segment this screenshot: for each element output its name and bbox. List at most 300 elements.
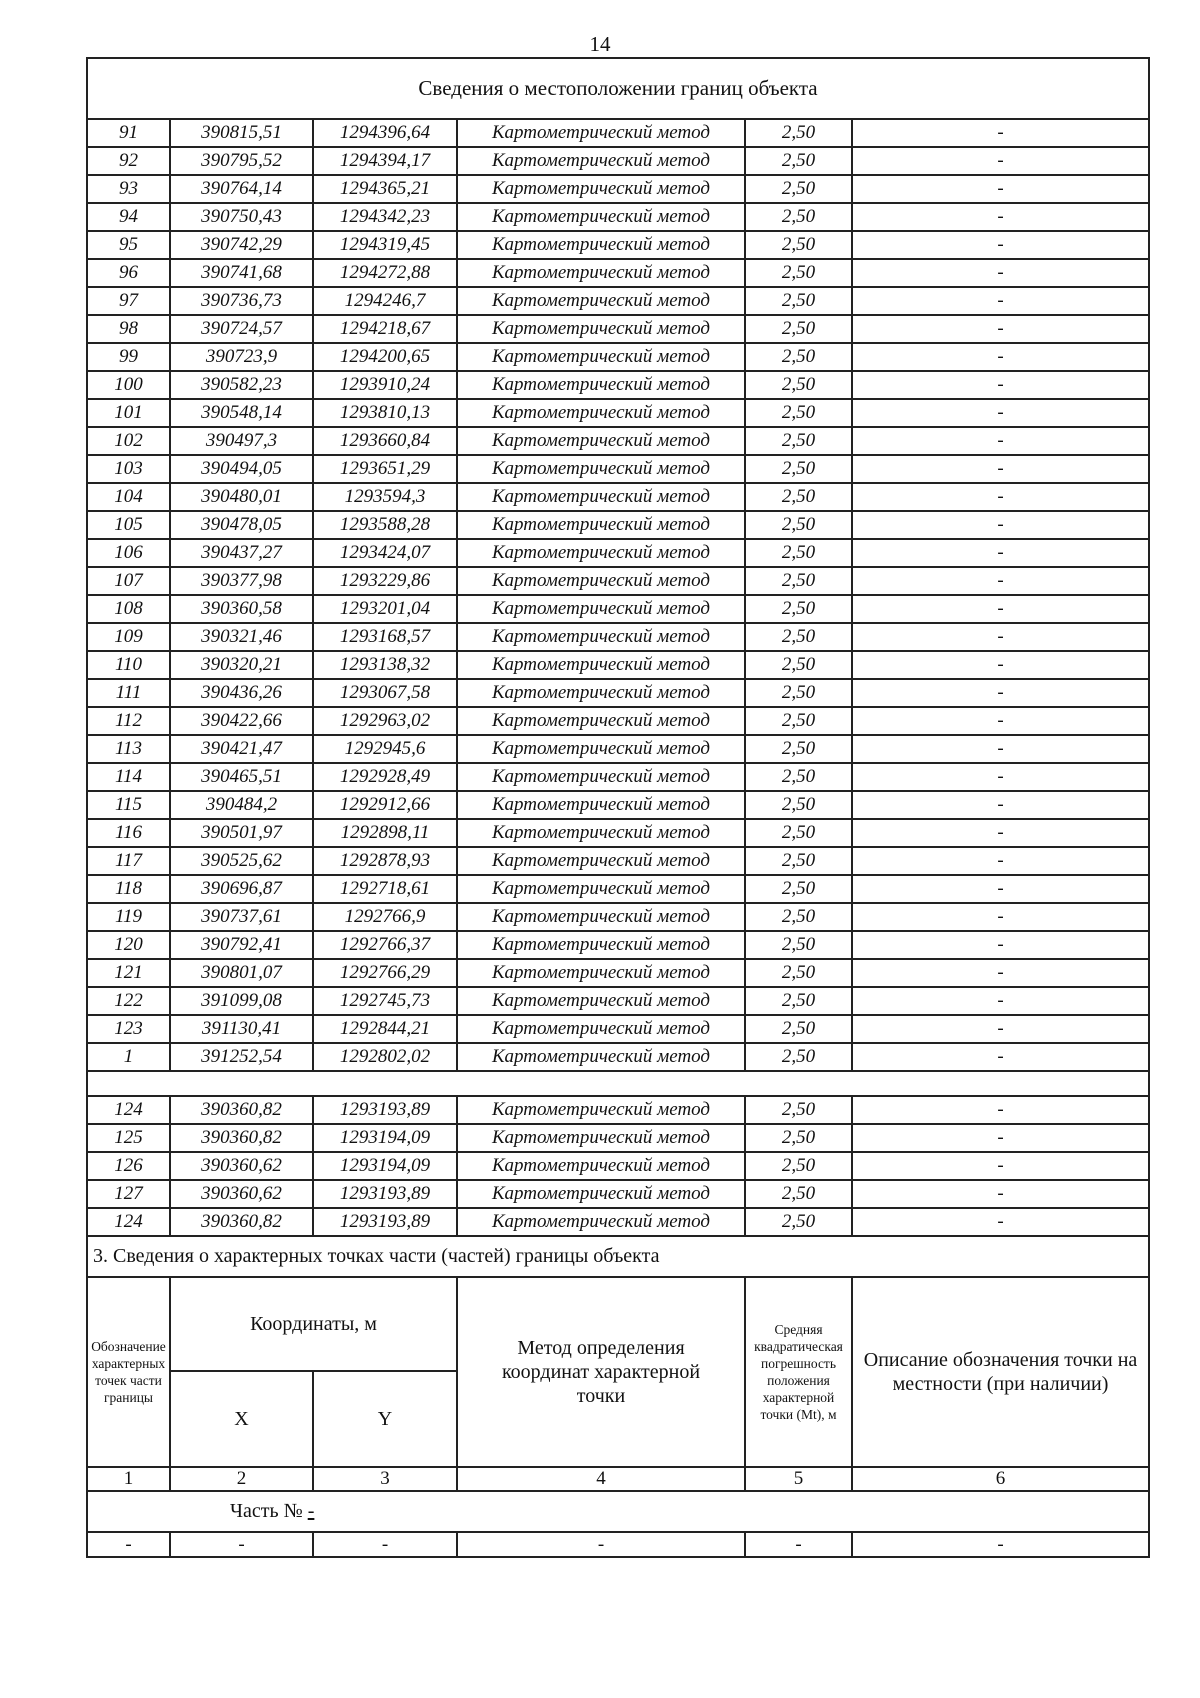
x-coordinate-cell: 390792,41 <box>170 931 313 959</box>
method-cell: Картометрический метод <box>457 343 745 371</box>
description-cell: - <box>852 315 1149 343</box>
method-cell: Картометрический метод <box>457 175 745 203</box>
y-coordinate-cell: 1292718,61 <box>313 875 457 903</box>
description-cell: - <box>852 763 1149 791</box>
y-coordinate-cell: 1293910,24 <box>313 371 457 399</box>
y-coordinate-cell: 1292928,49 <box>313 763 457 791</box>
y-coordinate-cell: 1293229,86 <box>313 567 457 595</box>
error-cell: 2,50 <box>745 931 852 959</box>
description-cell: - <box>852 1180 1149 1208</box>
x-coordinate-cell: 390360,82 <box>170 1096 313 1124</box>
point-number-cell: 127 <box>87 1180 170 1208</box>
x-coordinate-cell: 390494,05 <box>170 455 313 483</box>
x-coordinate-cell: 390360,62 <box>170 1180 313 1208</box>
y-coordinate-cell: 1294272,88 <box>313 259 457 287</box>
x-coordinate-cell: 390360,82 <box>170 1124 313 1152</box>
error-cell: 2,50 <box>745 1152 852 1180</box>
x-coordinate-cell: 390750,43 <box>170 203 313 231</box>
point-number-cell: 123 <box>87 1015 170 1043</box>
point-number-cell: 113 <box>87 735 170 763</box>
table-row <box>87 483 1149 511</box>
page-number: 14 <box>589 32 611 56</box>
method-cell: Картометрический метод <box>457 455 745 483</box>
description-cell: - <box>852 147 1149 175</box>
error-cell: 2,50 <box>745 175 852 203</box>
x-coordinate-cell: 390525,62 <box>170 847 313 875</box>
table-row <box>87 791 1149 819</box>
description-cell: - <box>852 651 1149 679</box>
x-coordinate-cell: 390497,3 <box>170 427 313 455</box>
description-cell: - <box>852 1124 1149 1152</box>
description-cell: - <box>852 819 1149 847</box>
method-cell: Картометрический метод <box>457 623 745 651</box>
error-cell: 2,50 <box>745 427 852 455</box>
method-cell: Картометрический метод <box>457 595 745 623</box>
description-cell: - <box>852 1208 1149 1236</box>
description-cell: - <box>852 959 1149 987</box>
table-row <box>87 567 1149 595</box>
table-row <box>87 427 1149 455</box>
column-number: 3 <box>313 1467 457 1491</box>
method-cell: Картометрический метод <box>457 903 745 931</box>
x-coordinate-cell: 390801,07 <box>170 959 313 987</box>
error-cell: 2,50 <box>745 231 852 259</box>
description-cell: - <box>852 679 1149 707</box>
method-cell: Картометрический метод <box>457 539 745 567</box>
description-cell: - <box>852 903 1149 931</box>
y-coordinate-cell: 1294319,45 <box>313 231 457 259</box>
y-coordinate-cell: 1294218,67 <box>313 315 457 343</box>
table-row <box>87 875 1149 903</box>
description-cell: - <box>852 287 1149 315</box>
y-coordinate-cell: 1294365,21 <box>313 175 457 203</box>
point-number-cell: - <box>87 1532 170 1557</box>
point-number-cell: 105 <box>87 511 170 539</box>
x-coordinate-cell: 390437,27 <box>170 539 313 567</box>
table-row <box>87 399 1149 427</box>
x-coordinate-cell: 390742,29 <box>170 231 313 259</box>
y-coordinate-cell: 1293168,57 <box>313 623 457 651</box>
header-point-designation: Обозначение характерных точек части границы <box>87 1277 170 1467</box>
point-number-cell: 92 <box>87 147 170 175</box>
description-cell: - <box>852 735 1149 763</box>
column-number: 6 <box>852 1467 1149 1491</box>
header-x: X <box>170 1371 313 1467</box>
x-coordinate-cell: 390741,68 <box>170 259 313 287</box>
point-number-cell: 99 <box>87 343 170 371</box>
description-cell: - <box>852 875 1149 903</box>
empty-separator-row <box>87 1071 1149 1096</box>
x-coordinate-cell: 390582,23 <box>170 371 313 399</box>
y-coordinate-cell: 1292878,93 <box>313 847 457 875</box>
error-cell: 2,50 <box>745 1043 852 1071</box>
error-cell: 2,50 <box>745 287 852 315</box>
y-coordinate-cell: 1293594,3 <box>313 483 457 511</box>
table-row <box>87 987 1149 1015</box>
y-coordinate-cell: 1292766,37 <box>313 931 457 959</box>
point-number-cell: 116 <box>87 819 170 847</box>
method-cell: Картометрический метод <box>457 427 745 455</box>
y-coordinate-cell: 1293138,32 <box>313 651 457 679</box>
error-cell: 2,50 <box>745 1208 852 1236</box>
method-cell: Картометрический метод <box>457 763 745 791</box>
column-number: 2 <box>170 1467 313 1491</box>
method-cell: Картометрический метод <box>457 1208 745 1236</box>
y-coordinate-cell: 1293651,29 <box>313 455 457 483</box>
point-number-cell: 97 <box>87 287 170 315</box>
error-cell: 2,50 <box>745 259 852 287</box>
error-cell: 2,50 <box>745 903 852 931</box>
error-cell: 2,50 <box>745 455 852 483</box>
point-number-cell: 101 <box>87 399 170 427</box>
error-cell: 2,50 <box>745 819 852 847</box>
point-number-cell: 100 <box>87 371 170 399</box>
point-number-cell: 115 <box>87 791 170 819</box>
y-coordinate-cell: 1292844,21 <box>313 1015 457 1043</box>
table-row <box>87 539 1149 567</box>
y-coordinate-cell: 1293201,04 <box>313 595 457 623</box>
method-cell: - <box>457 1532 745 1557</box>
error-cell: 2,50 <box>745 1124 852 1152</box>
description-cell: - <box>852 1152 1149 1180</box>
description-cell: - <box>852 399 1149 427</box>
y-coordinate-cell: 1293810,13 <box>313 399 457 427</box>
error-cell: 2,50 <box>745 763 852 791</box>
table-row <box>87 1096 1149 1124</box>
table-row <box>87 1532 1149 1557</box>
y-coordinate-cell: 1293194,09 <box>313 1124 457 1152</box>
part-label: Часть № <box>230 1500 303 1522</box>
table-row <box>87 847 1149 875</box>
error-cell: 2,50 <box>745 371 852 399</box>
x-coordinate-cell: 390795,52 <box>170 147 313 175</box>
part-number: - <box>307 1500 315 1522</box>
error-cell: 2,50 <box>745 679 852 707</box>
description-cell: - <box>852 1532 1149 1557</box>
method-cell: Картометрический метод <box>457 287 745 315</box>
x-coordinate-cell: - <box>170 1532 313 1557</box>
point-number-cell: 121 <box>87 959 170 987</box>
method-cell: Картометрический метод <box>457 1096 745 1124</box>
column-number-row <box>87 1467 1149 1491</box>
description-cell: - <box>852 847 1149 875</box>
y-coordinate-cell: 1294394,17 <box>313 147 457 175</box>
point-number-cell: 110 <box>87 651 170 679</box>
x-coordinate-cell: 390764,14 <box>170 175 313 203</box>
description-cell: - <box>852 707 1149 735</box>
error-cell: 2,50 <box>745 1096 852 1124</box>
method-cell: Картометрический метод <box>457 847 745 875</box>
description-cell: - <box>852 1043 1149 1071</box>
error-cell: - <box>745 1532 852 1557</box>
description-cell: - <box>852 371 1149 399</box>
description-cell: - <box>852 483 1149 511</box>
method-cell: Картометрический метод <box>457 259 745 287</box>
table-row <box>87 679 1149 707</box>
y-coordinate-cell: 1294246,7 <box>313 287 457 315</box>
error-cell: 2,50 <box>745 203 852 231</box>
description-cell: - <box>852 203 1149 231</box>
x-coordinate-cell: 390696,87 <box>170 875 313 903</box>
y-coordinate-cell: 1292766,29 <box>313 959 457 987</box>
method-cell: Картометрический метод <box>457 679 745 707</box>
point-number-cell: 104 <box>87 483 170 511</box>
method-cell: Картометрический метод <box>457 567 745 595</box>
point-number-cell: 96 <box>87 259 170 287</box>
point-number-cell: 102 <box>87 427 170 455</box>
description-cell: - <box>852 119 1149 147</box>
table-row <box>87 1180 1149 1208</box>
error-cell: 2,50 <box>745 539 852 567</box>
x-coordinate-cell: 390501,97 <box>170 819 313 847</box>
method-cell: Картометрический метод <box>457 819 745 847</box>
x-coordinate-cell: 390422,66 <box>170 707 313 735</box>
error-cell: 2,50 <box>745 1015 852 1043</box>
x-coordinate-cell: 390421,47 <box>170 735 313 763</box>
table-row <box>87 651 1149 679</box>
method-cell: Картометрический метод <box>457 959 745 987</box>
error-cell: 2,50 <box>745 735 852 763</box>
table-row <box>87 1208 1149 1236</box>
table-row <box>87 147 1149 175</box>
error-cell: 2,50 <box>745 483 852 511</box>
point-number-cell: 103 <box>87 455 170 483</box>
table-row <box>87 735 1149 763</box>
table-row <box>87 707 1149 735</box>
table-row <box>87 343 1149 371</box>
section-title: Сведения о местоположении границ объекта <box>87 58 1149 119</box>
method-cell: Картометрический метод <box>457 119 745 147</box>
point-number-cell: 107 <box>87 567 170 595</box>
y-coordinate-cell: 1294200,65 <box>313 343 457 371</box>
x-coordinate-cell: 390815,51 <box>170 119 313 147</box>
point-number-cell: 118 <box>87 875 170 903</box>
column-number: 4 <box>457 1467 745 1491</box>
table-row <box>87 231 1149 259</box>
error-cell: 2,50 <box>745 791 852 819</box>
y-coordinate-cell: 1293194,09 <box>313 1152 457 1180</box>
x-coordinate-cell: 390478,05 <box>170 511 313 539</box>
table-row <box>87 1043 1149 1071</box>
y-coordinate-cell: 1292912,66 <box>313 791 457 819</box>
method-cell: Картометрический метод <box>457 483 745 511</box>
description-cell: - <box>852 231 1149 259</box>
point-number-cell: 119 <box>87 903 170 931</box>
point-number-cell: 114 <box>87 763 170 791</box>
description-cell: - <box>852 511 1149 539</box>
y-coordinate-cell: 1294342,23 <box>313 203 457 231</box>
table-row <box>87 1124 1149 1152</box>
method-cell: Картометрический метод <box>457 735 745 763</box>
y-coordinate-cell: 1293424,07 <box>313 539 457 567</box>
method-cell: Картометрический метод <box>457 399 745 427</box>
error-cell: 2,50 <box>745 511 852 539</box>
error-cell: 2,50 <box>745 707 852 735</box>
x-coordinate-cell: 390377,98 <box>170 567 313 595</box>
x-coordinate-cell: 390360,58 <box>170 595 313 623</box>
method-cell: Картометрический метод <box>457 791 745 819</box>
method-cell: Картометрический метод <box>457 231 745 259</box>
error-cell: 2,50 <box>745 343 852 371</box>
error-cell: 2,50 <box>745 567 852 595</box>
header-error: Средняя квадратическая погрешность положения характерной точки (Mt), м <box>745 1277 852 1467</box>
point-number-cell: 125 <box>87 1124 170 1152</box>
x-coordinate-cell: 390321,46 <box>170 623 313 651</box>
description-cell: - <box>852 259 1149 287</box>
description-cell: - <box>852 539 1149 567</box>
method-cell: Картометрический метод <box>457 1043 745 1071</box>
error-cell: 2,50 <box>745 1180 852 1208</box>
x-coordinate-cell: 390465,51 <box>170 763 313 791</box>
x-coordinate-cell: 390736,73 <box>170 287 313 315</box>
description-cell: - <box>852 455 1149 483</box>
description-cell: - <box>852 567 1149 595</box>
point-number-cell: 111 <box>87 679 170 707</box>
error-cell: 2,50 <box>745 595 852 623</box>
y-coordinate-cell: 1293588,28 <box>313 511 457 539</box>
y-coordinate-cell: 1293660,84 <box>313 427 457 455</box>
method-cell: Картометрический метод <box>457 1124 745 1152</box>
method-cell: Картометрический метод <box>457 1180 745 1208</box>
error-cell: 2,50 <box>745 623 852 651</box>
point-number-cell: 108 <box>87 595 170 623</box>
point-number-cell: 94 <box>87 203 170 231</box>
method-cell: Картометрический метод <box>457 147 745 175</box>
table-row <box>87 623 1149 651</box>
method-cell: Картометрический метод <box>457 1152 745 1180</box>
method-cell: Картометрический метод <box>457 707 745 735</box>
separator-cell <box>87 1071 1149 1096</box>
x-coordinate-cell: 390360,82 <box>170 1208 313 1236</box>
error-cell: 2,50 <box>745 119 852 147</box>
description-cell: - <box>852 791 1149 819</box>
error-cell: 2,50 <box>745 847 852 875</box>
y-coordinate-cell: 1292898,11 <box>313 819 457 847</box>
error-cell: 2,50 <box>745 987 852 1015</box>
y-coordinate-cell: 1293193,89 <box>313 1180 457 1208</box>
description-cell: - <box>852 175 1149 203</box>
column-number: 1 <box>87 1467 170 1491</box>
description-cell: - <box>852 1015 1149 1043</box>
y-coordinate-cell: 1292745,73 <box>313 987 457 1015</box>
y-coordinate-cell: 1292766,9 <box>313 903 457 931</box>
table-row <box>87 819 1149 847</box>
y-coordinate-cell: 1293067,58 <box>313 679 457 707</box>
table-row <box>87 203 1149 231</box>
point-number-cell: 93 <box>87 175 170 203</box>
point-number-cell: 1 <box>87 1043 170 1071</box>
header-method: Метод определения координат характерной точки <box>457 1277 745 1467</box>
y-coordinate-cell: 1292945,6 <box>313 735 457 763</box>
table-row <box>87 763 1149 791</box>
header-description: Описание обозначения точки на местности (при наличии) <box>852 1277 1149 1467</box>
point-number-cell: 98 <box>87 315 170 343</box>
error-cell: 2,50 <box>745 147 852 175</box>
table-row <box>87 175 1149 203</box>
x-coordinate-cell: 390724,57 <box>170 315 313 343</box>
description-cell: - <box>852 623 1149 651</box>
part-row <box>87 1491 1149 1532</box>
table-row <box>87 595 1149 623</box>
y-coordinate-cell: 1292802,02 <box>313 1043 457 1071</box>
column-number: 5 <box>745 1467 852 1491</box>
method-cell: Картометрический метод <box>457 315 745 343</box>
point-number-cell: 95 <box>87 231 170 259</box>
point-number-cell: 112 <box>87 707 170 735</box>
method-cell: Картометрический метод <box>457 987 745 1015</box>
boundary-table <box>86 57 1150 1558</box>
y-coordinate-cell: 1293193,89 <box>313 1096 457 1124</box>
error-cell: 2,50 <box>745 959 852 987</box>
description-cell: - <box>852 595 1149 623</box>
method-cell: Картометрический метод <box>457 651 745 679</box>
table-row <box>87 1152 1149 1180</box>
point-number-cell: 106 <box>87 539 170 567</box>
description-cell: - <box>852 931 1149 959</box>
error-cell: 2,50 <box>745 399 852 427</box>
table-row <box>87 903 1149 931</box>
point-number-cell: 126 <box>87 1152 170 1180</box>
point-number-cell: 120 <box>87 931 170 959</box>
section3-title: 3. Сведения о характерных точках части (частей) границы объекта <box>87 1236 1149 1277</box>
table-row <box>87 371 1149 399</box>
x-coordinate-cell: 390480,01 <box>170 483 313 511</box>
error-cell: 2,50 <box>745 875 852 903</box>
y-coordinate-cell: 1292963,02 <box>313 707 457 735</box>
table-row <box>87 287 1149 315</box>
point-number-cell: 122 <box>87 987 170 1015</box>
point-number-cell: 117 <box>87 847 170 875</box>
method-cell: Картометрический метод <box>457 875 745 903</box>
point-number-cell: 124 <box>87 1096 170 1124</box>
x-coordinate-cell: 391130,41 <box>170 1015 313 1043</box>
error-cell: 2,50 <box>745 315 852 343</box>
x-coordinate-cell: 390548,14 <box>170 399 313 427</box>
point-number-cell: 109 <box>87 623 170 651</box>
x-coordinate-cell: 390484,2 <box>170 791 313 819</box>
point-number-cell: 91 <box>87 119 170 147</box>
table-row <box>87 959 1149 987</box>
description-cell: - <box>852 427 1149 455</box>
table-row <box>87 455 1149 483</box>
x-coordinate-cell: 390436,26 <box>170 679 313 707</box>
x-coordinate-cell: 390360,62 <box>170 1152 313 1180</box>
table-row <box>87 259 1149 287</box>
method-cell: Картометрический метод <box>457 511 745 539</box>
description-cell: - <box>852 343 1149 371</box>
error-cell: 2,50 <box>745 651 852 679</box>
table-row <box>87 119 1149 147</box>
table-row <box>87 511 1149 539</box>
description-cell: - <box>852 1096 1149 1124</box>
description-cell: - <box>852 987 1149 1015</box>
x-coordinate-cell: 390723,9 <box>170 343 313 371</box>
y-coordinate-cell: 1294396,64 <box>313 119 457 147</box>
x-coordinate-cell: 390737,61 <box>170 903 313 931</box>
table-row <box>87 1015 1149 1043</box>
method-cell: Картометрический метод <box>457 203 745 231</box>
x-coordinate-cell: 391099,08 <box>170 987 313 1015</box>
x-coordinate-cell: 390320,21 <box>170 651 313 679</box>
header-coordinates: Координаты, м <box>170 1277 457 1371</box>
method-cell: Картометрический метод <box>457 931 745 959</box>
table-row <box>87 931 1149 959</box>
y-coordinate-cell: - <box>313 1532 457 1557</box>
table-row <box>87 315 1149 343</box>
point-number-cell: 124 <box>87 1208 170 1236</box>
header-y: Y <box>313 1371 457 1467</box>
method-cell: Картометрический метод <box>457 371 745 399</box>
